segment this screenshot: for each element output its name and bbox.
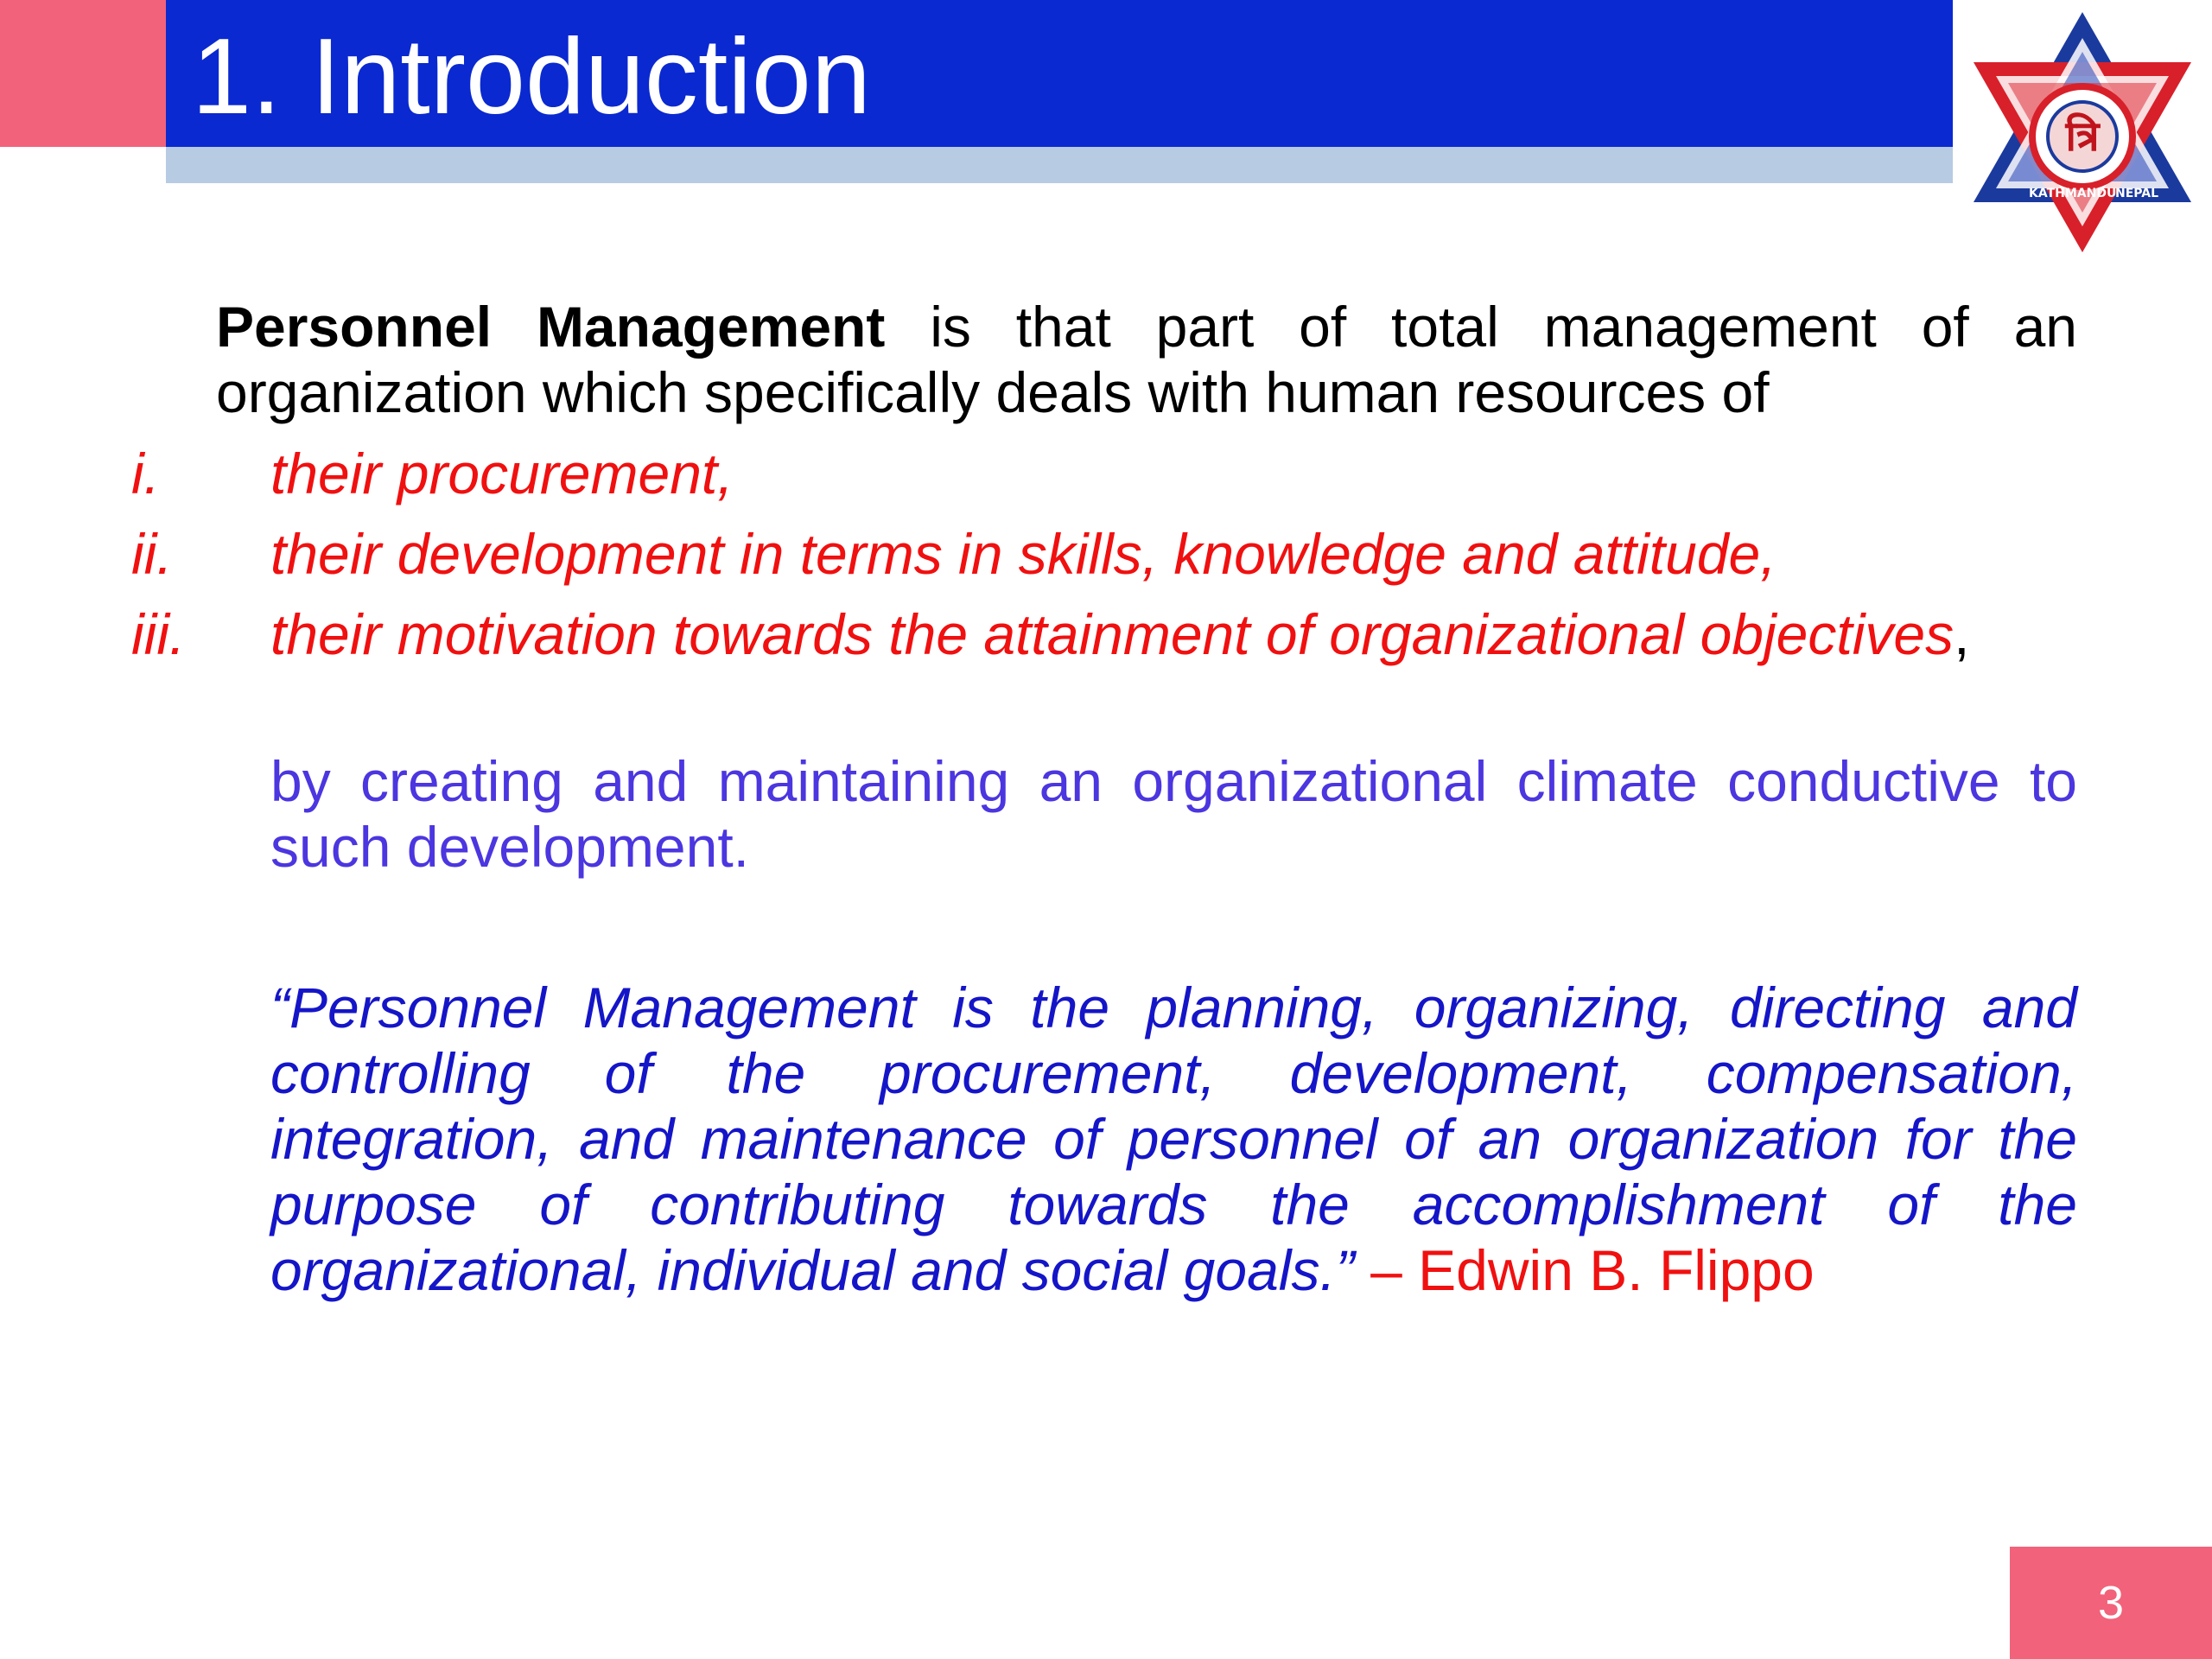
list-item-3-text: their motivation towards the attainment of organizational objectives	[270, 602, 1955, 666]
svg-text:KATHMANDU: KATHMANDU	[2029, 187, 2117, 200]
svg-text:NEPAL: NEPAL	[2115, 187, 2159, 200]
list-number-1: i.	[131, 442, 160, 505]
list-number-2: ii.	[131, 522, 173, 586]
list-number-3: iii.	[131, 602, 186, 666]
slide-title: 1. Introduction	[192, 17, 871, 137]
flippo-quote	[270, 975, 2077, 1303]
list-item-3-suffix: ,	[1954, 602, 1970, 666]
definition-term: Personnel Management	[216, 295, 886, 359]
svg-text:त्रि: त्रि	[2065, 112, 2100, 161]
list-item-3	[270, 601, 2077, 667]
page-number: 3	[2097, 1577, 2125, 1629]
definition-paragraph	[216, 294, 2077, 425]
quote-attribution: – Edwin B. Flippo	[1354, 1238, 1815, 1302]
conclusion-paragraph: by creating and maintaining an organizational climate conductive to such development.	[270, 749, 2077, 879]
definition-text: is that part of total management of an organization which specifically deals with human resources of	[216, 295, 2078, 424]
list-item-1: their procurement,	[270, 442, 734, 505]
list-item-2: their development in terms in skills, knowledge and attitude,	[270, 522, 1777, 586]
quote-text: “Personnel Management is the planning, organizing, directing and controlling of the procurement, development, compensation, integration, and maintenance of personnel of an organization for the purpose of contributing towards the accomplishment of the organizational, individual and social goals.”	[270, 976, 2077, 1302]
